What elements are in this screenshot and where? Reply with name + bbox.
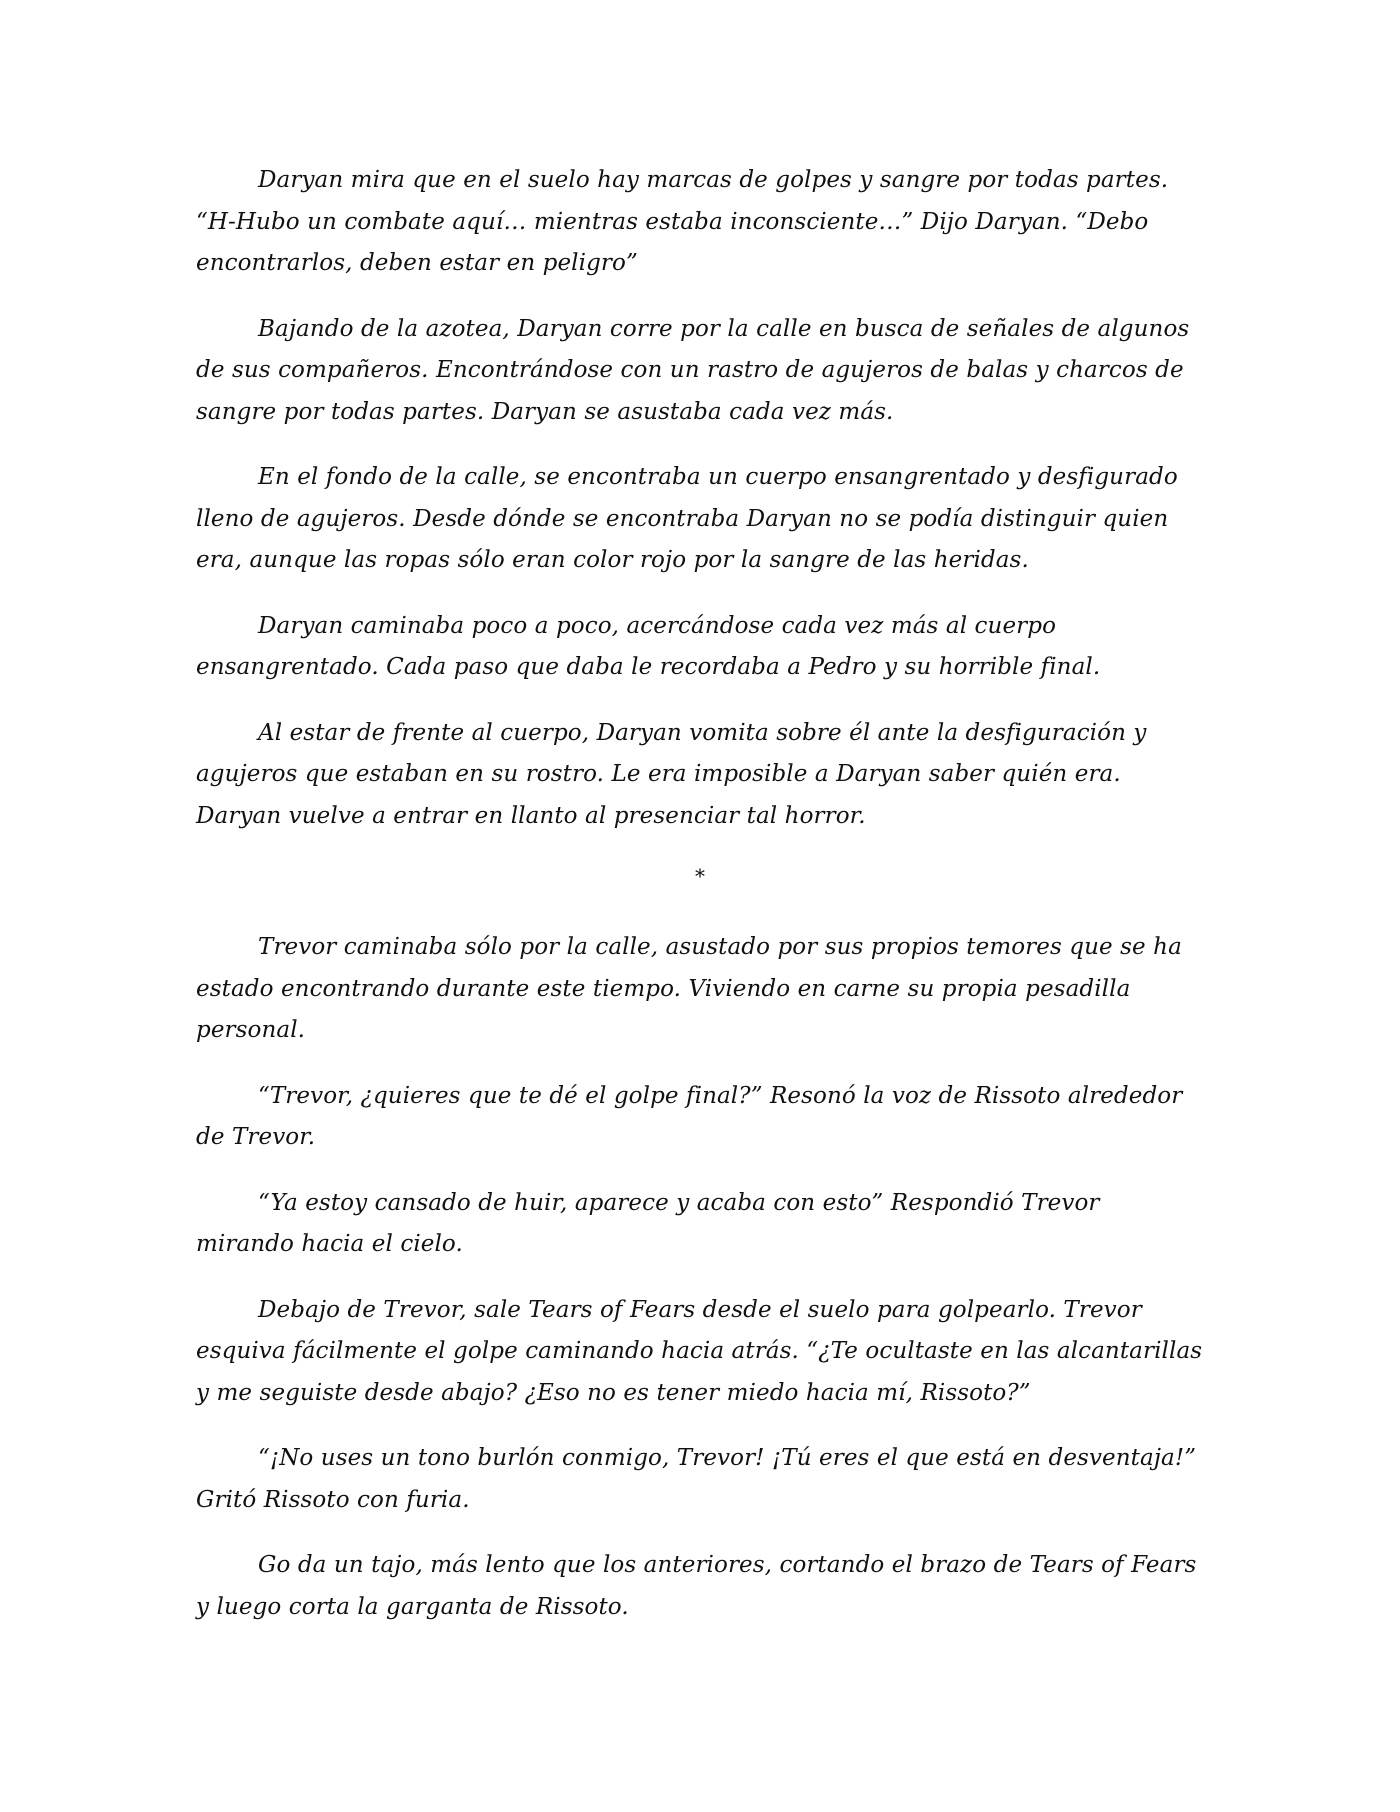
paragraph: Debajo de Trevor, sale Tears of Fears desde el suelo para golpearlo. Trevor esquiva fácilmente el golpe caminando hacia atrás. “¿Te ocultaste en las alcantarillas y me seguiste desde abajo? ¿Eso no es tener miedo hacia mí, Rissoto?” bbox=[196, 1296, 1203, 1406]
paragraph: “Ya estoy cansado de huir, aparece y acaba con esto” Respondió Trevor mirando hacia el cielo. bbox=[196, 1189, 1100, 1257]
paragraph: Daryan mira que en el suelo hay marcas de golpes y sangre por todas partes. “H-Hubo un combate aquí… mientras estaba inconsciente…” Dijo Daryan. “Debo encontrarlos, deben estar en peligro” bbox=[196, 167, 1169, 276]
paragraph: Go da un tajo, más lento que los anteriores, cortando el brazo de Tears of Fears y luego corta la garganta de Rissoto. bbox=[196, 1552, 1197, 1620]
document-body bbox=[196, 160, 1204, 1652]
paragraph: En el fondo de la calle, se encontraba un cuerpo ensangrentado y desfigurado lleno de agujeros. Desde dónde se encontraba Daryan no se podía distinguir quien era, aunque las ropas sólo eran color rojo por la sangre de las heridas. bbox=[196, 464, 1178, 573]
paragraph: Bajando de la azotea, Daryan corre por la calle en busca de señales de algunos de sus compañeros. Encontrándose con un rastro de agujeros de balas y charcos de sangre por todas partes. Daryan se asustaba cada vez más. bbox=[196, 315, 1190, 425]
paragraph: Daryan caminaba poco a poco, acercándose cada vez más al cuerpo ensangrentado. Cada paso que daba le recordaba a Pedro y su horrible final. bbox=[196, 612, 1101, 680]
paragraph: “Trevor, ¿quieres que te dé el golpe final?” Resonó la voz de Rissoto alrededor de Trevor. bbox=[196, 1082, 1183, 1150]
paragraph: Trevor caminaba sólo por la calle, asustado por sus propios temores que se ha estado encontrando durante este tiempo. Viviendo en carne su propia pesadilla personal. bbox=[196, 934, 1182, 1043]
scene-break-separator: * bbox=[694, 864, 706, 888]
paragraph: Al estar de frente al cuerpo, Daryan vomita sobre él ante la desfiguración y agujeros que estaban en su rostro. Le era imposible a Daryan saber quién era. Daryan vuelve a entrar en llanto al presenciar tal horror. bbox=[196, 719, 1147, 829]
paragraph: “¡No uses un tono burlón conmigo, Trevor! ¡Tú eres el que está en desventaja!” Gritó Rissoto con furia. bbox=[196, 1445, 1197, 1513]
